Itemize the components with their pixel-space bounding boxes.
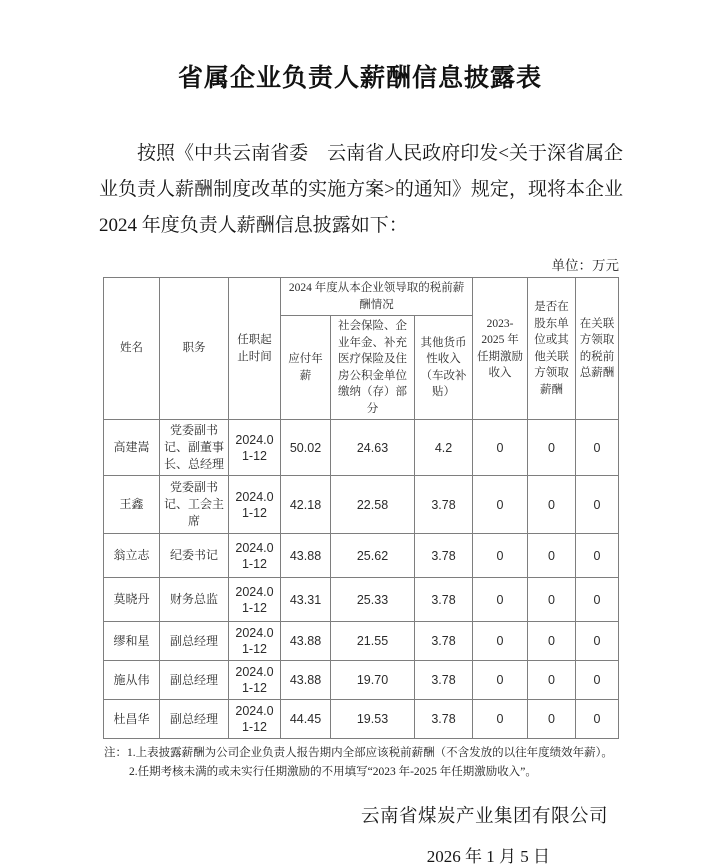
page-title: 省属企业负责人薪酬信息披露表: [177, 65, 542, 92]
cell-related-party-pay: 0: [576, 700, 619, 739]
cell-term: 2024.01-12: [229, 534, 281, 578]
table-row: [104, 420, 619, 476]
cell-name: 王鑫: [104, 476, 160, 534]
table-header-row-1: [104, 278, 619, 316]
cell-shareholder-pay: 0: [528, 578, 576, 622]
cell-other-cash: 3.78: [415, 661, 473, 700]
cell-position: 副总经理: [160, 700, 229, 739]
cell-name: 翁立志: [104, 534, 160, 578]
cell-term: 2024.01-12: [229, 420, 281, 476]
note-text-1: 1.上表披露薪酬为公司企业负责人报告期内全部应该税前薪酬（不含发放的以往年度绩效年薪）。: [127, 747, 613, 759]
col-header-position: 职务: [160, 278, 229, 420]
note-line-2: 2.任期考核未满的或未实行任期激励的不用填写“2023 年-2025 年任期激励收入”。: [129, 766, 537, 778]
cell-annual-salary: 44.45: [281, 700, 331, 739]
cell-other-cash: 3.78: [415, 534, 473, 578]
cell-social-insurance: 19.70: [331, 661, 415, 700]
cell-other-cash: 3.78: [415, 578, 473, 622]
cell-shareholder-pay: 0: [528, 661, 576, 700]
cell-term: 2024.01-12: [229, 661, 281, 700]
cell-position: 副总经理: [160, 622, 229, 661]
cell-other-cash: 3.78: [415, 700, 473, 739]
cell-social-insurance: 22.58: [331, 476, 415, 534]
note-prefix: 注：: [104, 747, 127, 759]
cell-other-cash: 3.78: [415, 622, 473, 661]
cell-name: 高建嵩: [104, 420, 160, 476]
col-header-name: 姓名: [104, 278, 160, 420]
table-row: [104, 476, 619, 534]
cell-position: 党委副书记、副董事长、总经理: [160, 420, 229, 476]
cell-term: 2024.01-12: [229, 622, 281, 661]
cell-social-insurance: 21.55: [331, 622, 415, 661]
cell-shareholder-pay: 0: [528, 420, 576, 476]
cell-annual-salary: 43.88: [281, 661, 331, 700]
unit-label: 单位：万元: [551, 258, 619, 273]
table-row: [104, 661, 619, 700]
cell-name: 施从伟: [104, 661, 160, 700]
col-header-salary-group: 2024 年度从本企业领导取的税前薪酬情况: [281, 278, 473, 316]
cell-annual-salary: 42.18: [281, 476, 331, 534]
col-header-tenure-incentive: 2023-2025 年任期激励收入: [473, 278, 528, 420]
cell-tenure-incentive: 0: [473, 661, 528, 700]
footnotes: [104, 744, 620, 782]
cell-position: 副总经理: [160, 661, 229, 700]
cell-annual-salary: 43.88: [281, 622, 331, 661]
cell-social-insurance: 19.53: [331, 700, 415, 739]
cell-tenure-incentive: 0: [473, 534, 528, 578]
cell-other-cash: 4.2: [415, 420, 473, 476]
cell-term: 2024.01-12: [229, 700, 281, 739]
cell-term: 2024.01-12: [229, 578, 281, 622]
cell-related-party-pay: 0: [576, 476, 619, 534]
cell-related-party-pay: 0: [576, 622, 619, 661]
signature-date: 2026 年 1 月 5 日: [426, 847, 550, 866]
cell-tenure-incentive: 0: [473, 578, 528, 622]
cell-name: 缪和星: [104, 622, 160, 661]
cell-tenure-incentive: 0: [473, 622, 528, 661]
cell-related-party-pay: 0: [576, 534, 619, 578]
note-line-1: [104, 744, 620, 763]
cell-position: 财务总监: [160, 578, 229, 622]
cell-annual-salary: 43.88: [281, 534, 331, 578]
cell-shareholder-pay: 0: [528, 700, 576, 739]
cell-social-insurance: 25.62: [331, 534, 415, 578]
cell-name: 杜昌华: [104, 700, 160, 739]
cell-related-party-pay: 0: [576, 420, 619, 476]
table-row: [104, 534, 619, 578]
cell-tenure-incentive: 0: [473, 700, 528, 739]
col-header-term: 任职起止时间: [229, 278, 281, 420]
table-row: [104, 700, 619, 739]
col-header-related-party-pay: 在关联方领取的税前总薪酬: [576, 278, 619, 420]
salary-table: [103, 277, 619, 739]
cell-term: 2024.01-12: [229, 476, 281, 534]
cell-position: 纪委书记: [160, 534, 229, 578]
table-row: [104, 578, 619, 622]
cell-shareholder-pay: 0: [528, 622, 576, 661]
cell-related-party-pay: 0: [576, 578, 619, 622]
intro-paragraph: 按照《中共云南省委 云南省人民政府印发<关于深省属企业负责人薪酬制度改革的实施方案>的通知》规定，现将本企业 2024 年度负责人薪酬信息披露如下：: [99, 143, 623, 236]
col-header-other-cash: 其他货币性收入（车改补贴）: [415, 316, 473, 420]
col-header-shareholder-pay: 是否在股东单位或其他关联方领取薪酬: [528, 278, 576, 420]
cell-name: 莫晓丹: [104, 578, 160, 622]
cell-shareholder-pay: 0: [528, 534, 576, 578]
cell-position: 党委副书记、工会主席: [160, 476, 229, 534]
col-header-annual-salary: 应付年薪: [281, 316, 331, 420]
cell-shareholder-pay: 0: [528, 476, 576, 534]
cell-related-party-pay: 0: [576, 661, 619, 700]
col-header-social-insurance: 社会保险、企业年金、补充医疗保险及住房公积金单位缴纳（存）部分: [331, 316, 415, 420]
cell-other-cash: 3.78: [415, 476, 473, 534]
cell-tenure-incentive: 0: [473, 420, 528, 476]
cell-annual-salary: 50.02: [281, 420, 331, 476]
cell-annual-salary: 43.31: [281, 578, 331, 622]
cell-social-insurance: 24.63: [331, 420, 415, 476]
cell-social-insurance: 25.33: [331, 578, 415, 622]
company-signature: 云南省煤炭产业集团有限公司: [360, 807, 608, 827]
table-row: [104, 622, 619, 661]
cell-tenure-incentive: 0: [473, 476, 528, 534]
